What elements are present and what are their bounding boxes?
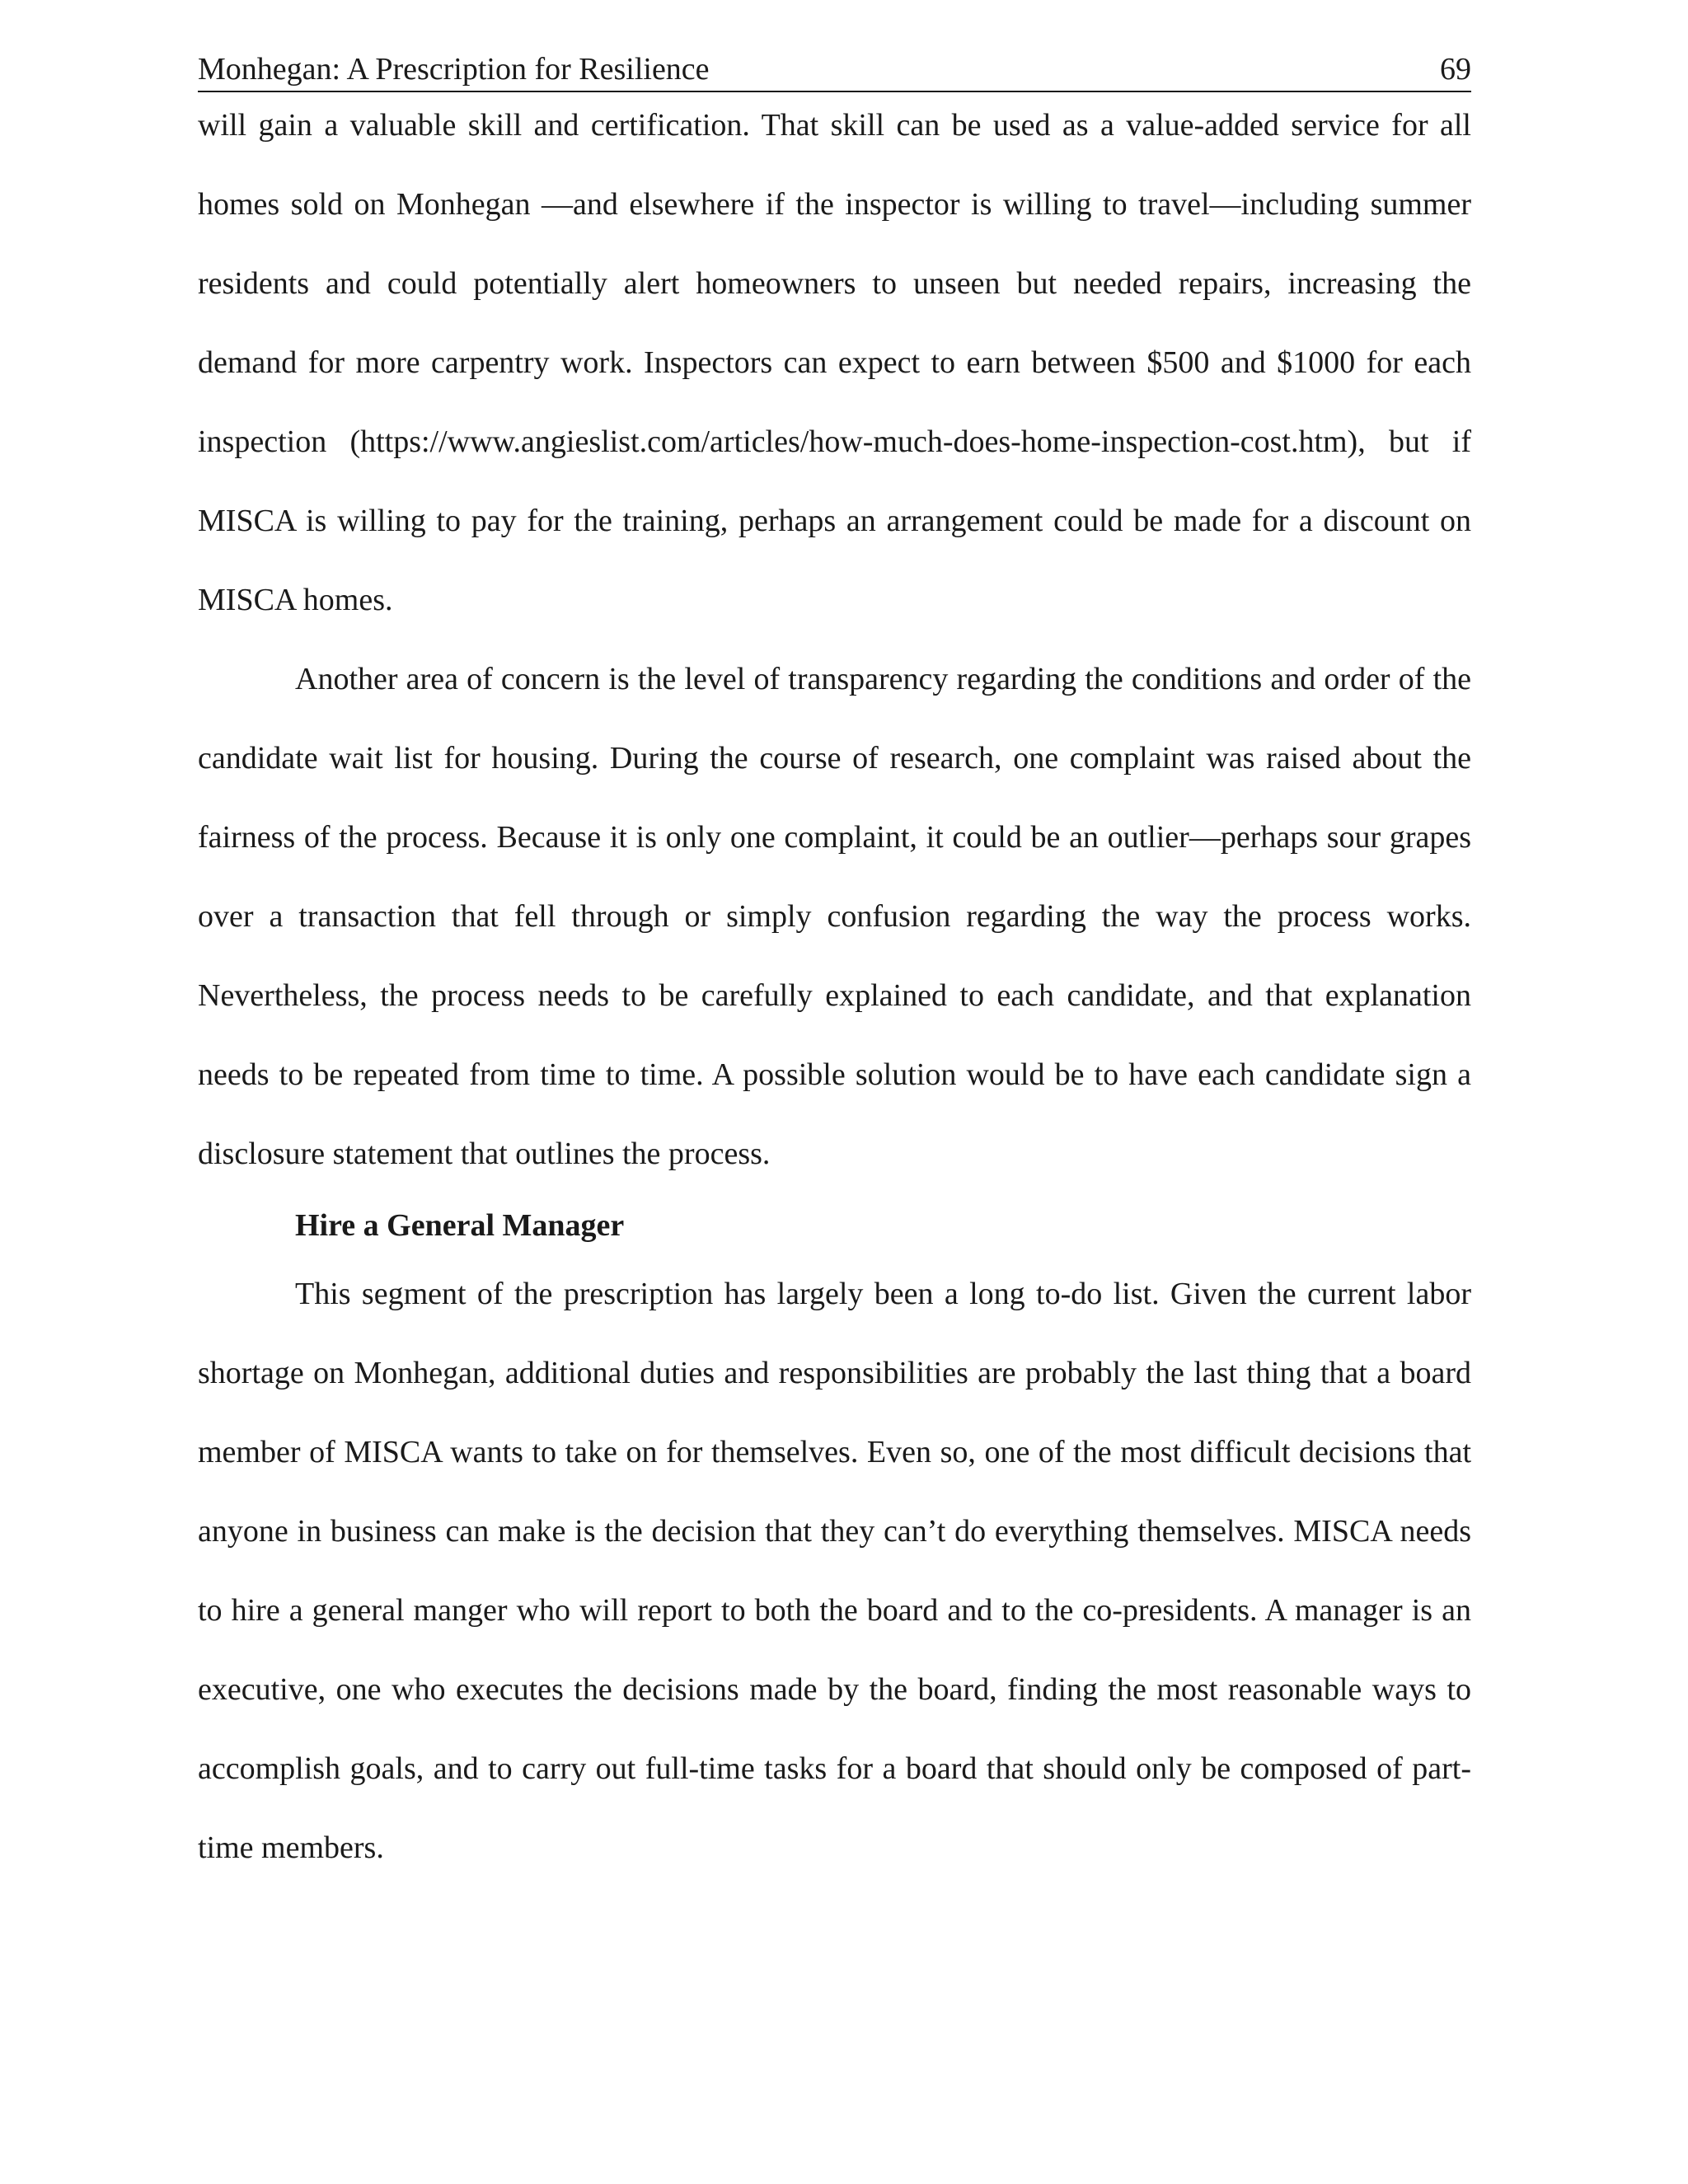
paragraph-continued: will gain a valuable skill and certification. That skill can be used as a value-added service for all homes sold on Monhegan —and elsewhere if the inspector is willing to travel—including summer residents and could potentially alert homeowners to unseen but needed repairs, increasing the demand for more carpentry work. Inspectors can expect to earn between $500 and $1000 for each inspection (https://www.angieslist.com/articles/how-much-does-home-inspection-cost.htm), but if MISCA is willing to pay for the training, perhaps an arrangement could be made for a discount on MISCA homes. [198, 108, 1471, 617]
paragraph-general-manager: This segment of the prescription has largely been a long to-do list. Given the current labor shortage on Monhegan, additional duties and responsibilities are probably the last thing that a board member of MISCA wants to take on for themselves. Even so, one of the most difficult decisions that anyone in business can make is the decision that they can’t do everything themselves. MISCA needs to hire a general manger who will report to both the board and to the co-presidents. A manager is an executive, one who executes the decisions made by the board, finding the most reasonable ways to accomplish goals, and to carry out full-time tasks for a board that should only be composed of part-time members. [198, 1277, 1471, 1865]
paragraph-transparency: Another area of concern is the level of transparency regarding the conditions and order of the candidate wait list for housing. During the course of research, one complaint was raised about the fairness of the process. Because it is only one complaint, it could be an outlier—perhaps sour grapes over a transaction that fell through or simply confusion regarding the way the process works. Nevertheless, the process needs to be carefully explained to each candidate, and that explanation needs to be repeated from time to time. A possible solution would be to have each candidate sign a disclosure statement that outlines the process. [198, 662, 1471, 1171]
section-heading: Hire a General Manager [295, 1208, 625, 1243]
body-text [198, 86, 1471, 1887]
running-header-title: Monhegan: A Prescription for Resilience [198, 52, 710, 87]
page-number: 69 [1440, 52, 1471, 87]
